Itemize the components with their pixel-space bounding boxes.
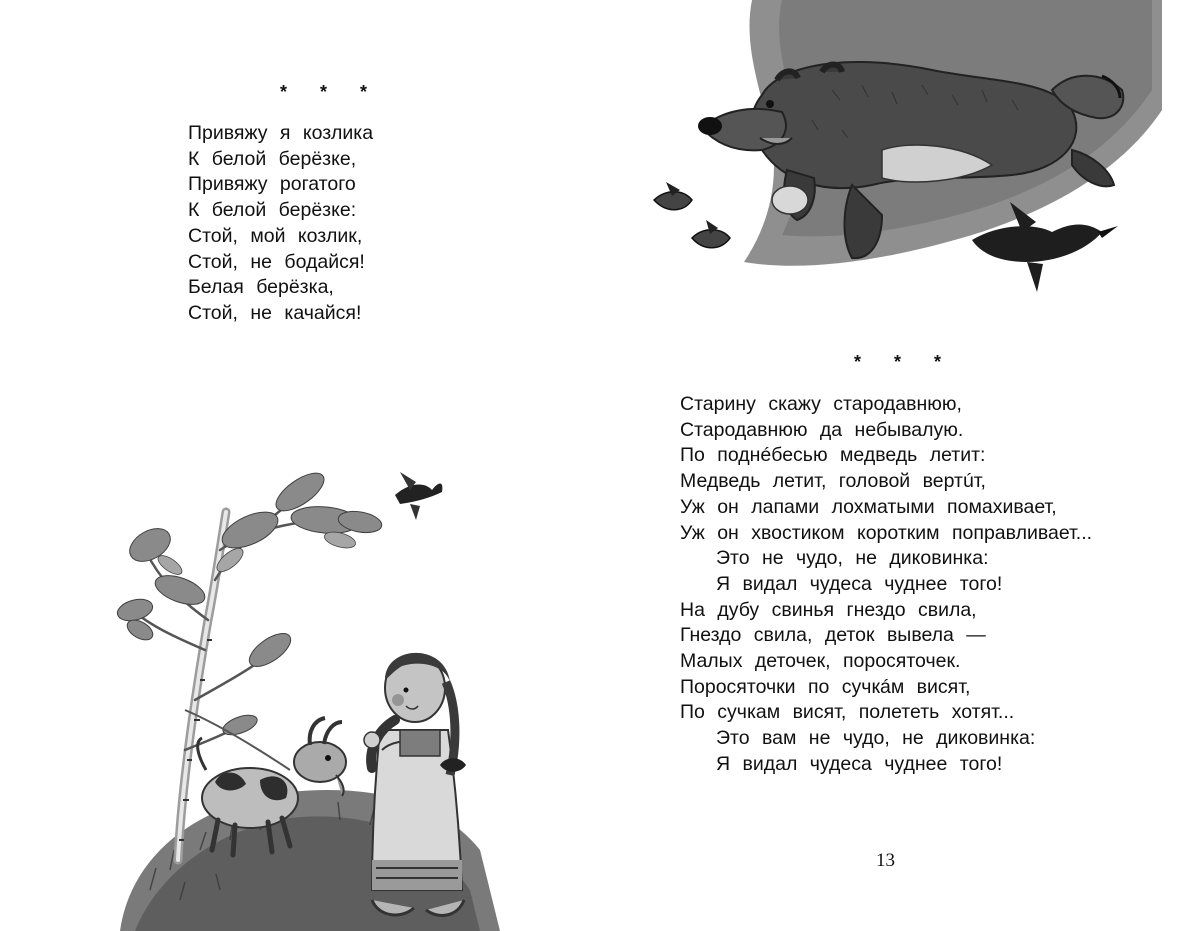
poem-kozlik — [188, 121, 373, 327]
poem-medved — [680, 392, 1092, 778]
poem-line: Старину скажу стародавнюю, — [680, 393, 962, 415]
poem-line: Стой, не качайся! — [188, 301, 362, 324]
small-bird-icon — [395, 472, 442, 520]
page-number: 13 — [876, 850, 895, 871]
poem-line: На дубу свинья гнездо свила, — [680, 598, 977, 621]
poem-line: Это вам не чудо, не диковинка: — [716, 727, 1036, 750]
illustration-flying-bear — [632, 0, 1162, 302]
poem-line: Уж он лапами лохматыми помахивает, — [680, 495, 1057, 518]
poem-stars-left: * * * — [280, 82, 382, 102]
poem-line: Медведь летит, головой вертúт, — [680, 470, 986, 493]
poem-line: Уж он хвостиком коротким поправливает... — [680, 521, 1093, 544]
bird-icon — [692, 220, 730, 248]
poem-line: Я видал чудеса чуднее того! — [716, 752, 1003, 775]
poem-line: Гнездо свила, деток вывела — — [680, 624, 986, 647]
illustration-girl-goat-birch — [110, 420, 510, 931]
poem-line: По поднéбесью медведь летит: — [680, 444, 986, 467]
poem-line: Поросяточки по сучкáм висят, — [680, 675, 971, 698]
poem-line: К белой берёзке: — [188, 199, 357, 222]
poem-line: Стой, мой козлик, — [188, 224, 363, 247]
poem-line: Белая берёзка, — [188, 276, 334, 299]
right-page — [600, 0, 1200, 931]
poem-line: Я видал чудеса чуднее того! — [716, 572, 1003, 595]
poem-line: Привяжу рогатого — [188, 173, 356, 196]
poem-line: Это не чудо, не диковинка: — [716, 547, 989, 570]
poem-line: Малых деточек, поросяточек. — [680, 650, 961, 673]
poem-line: Стародавнюю да небывалую. — [680, 418, 964, 441]
poem-stars-right: * * * — [854, 352, 956, 372]
poem-line: Привяжу я козлика — [188, 122, 374, 144]
girl-figure — [364, 653, 466, 916]
bird-icon — [654, 182, 692, 210]
poem-line: Стой, не бодайся! — [188, 250, 365, 273]
poem-line: К белой берёзке, — [188, 147, 357, 170]
poem-line: По сучкам висят, полететь хотят... — [680, 701, 1015, 724]
